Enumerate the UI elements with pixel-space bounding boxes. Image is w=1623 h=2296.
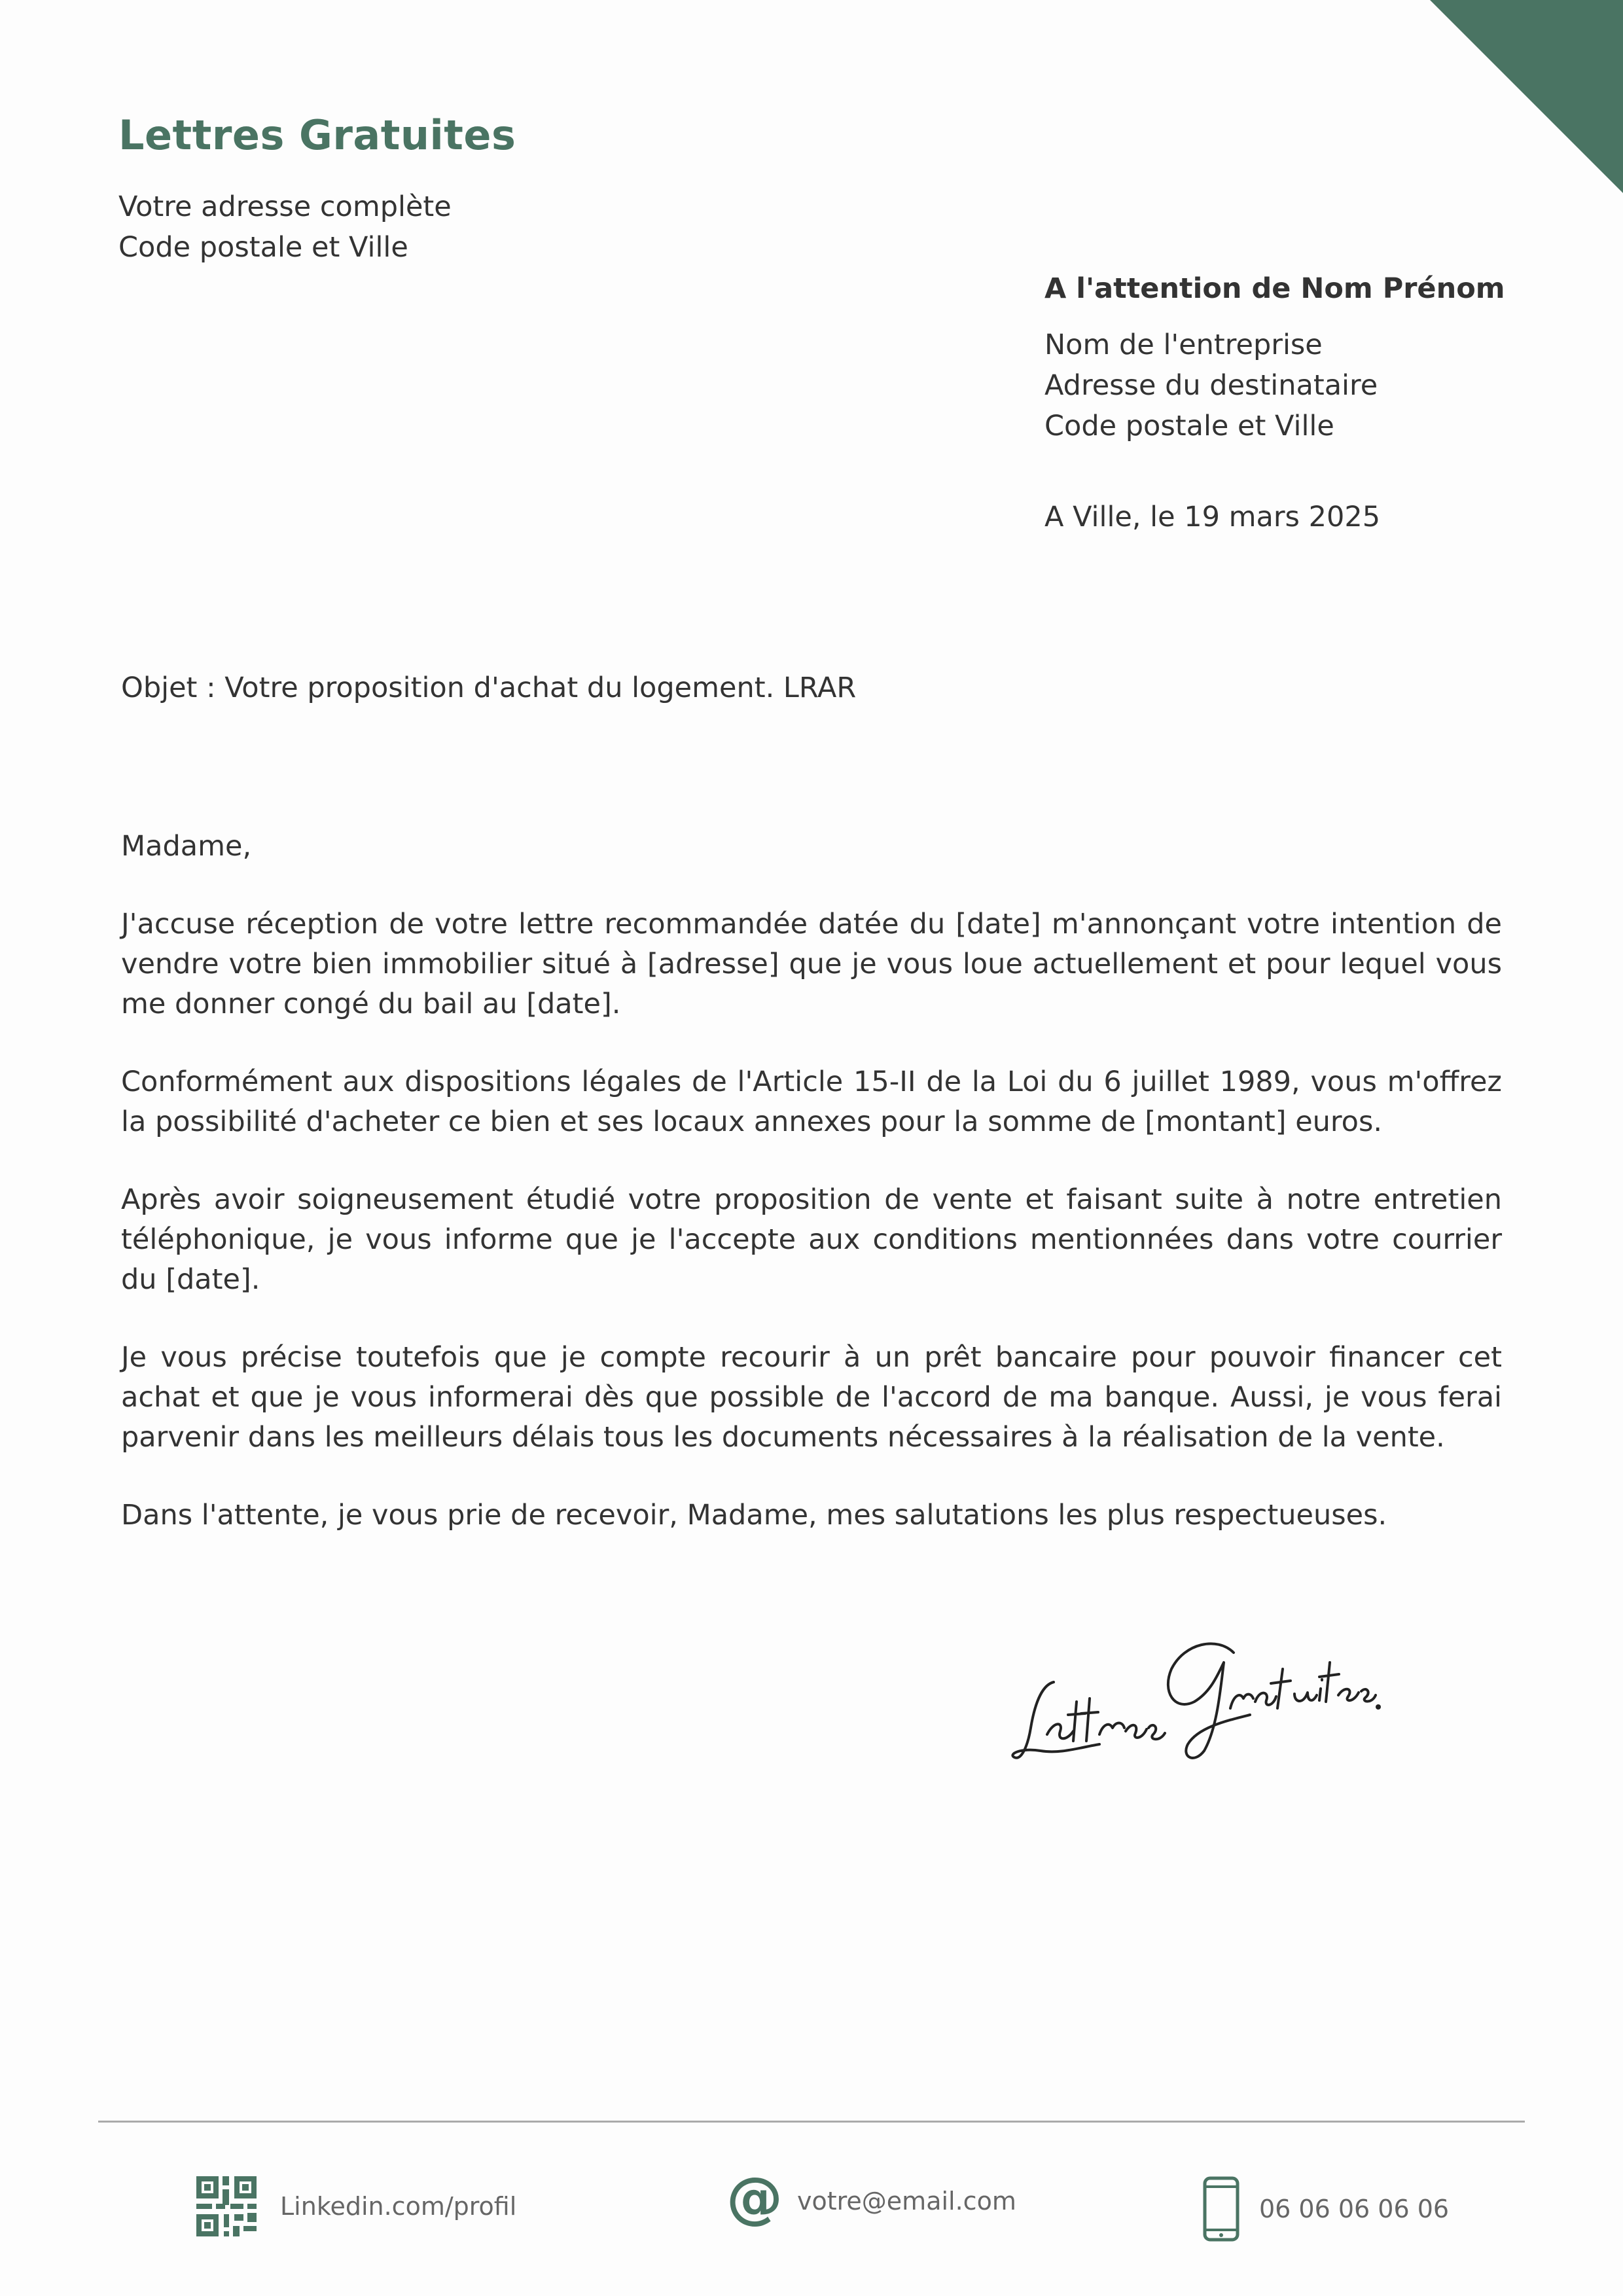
recipient-city: Code postale et Ville	[1044, 410, 1334, 442]
recipient-attention: A l'attention de Nom Prénom	[1044, 272, 1505, 305]
sender-address	[118, 187, 452, 268]
body-paragraph-1: J'accuse réception de votre lettre recommandée datée du [date] m'annonçant votre intention de vendre votre bien immobilier situé à [adresse] que je vous loue actuellement et pour lequel vous me donner congé du bail au [date].	[121, 908, 1502, 1020]
sender-address-line2: Code postale et Ville	[118, 231, 408, 264]
letter-date: A Ville, le 19 mars 2025	[1044, 501, 1381, 533]
linkedin-text[interactable]: Linkedin.com/profil	[280, 2192, 517, 2221]
footer-email	[726, 2165, 1016, 2231]
recipient-company: Nom de l'entreprise	[1044, 329, 1323, 361]
body-paragraph-2: Conformément aux dispositions légales de l'Article 15-II de la Loi du 6 juillet 1989, vous m'offrez la possibilité d'acheter ce bien et ses locaux annexes pour la somme de [montant] euros.	[121, 1066, 1502, 1138]
recipient-block	[1044, 268, 1505, 446]
footer-linkedin	[196, 2176, 516, 2236]
email-text[interactable]: votre@email.com	[797, 2187, 1016, 2215]
signature	[1008, 1623, 1381, 1774]
letter-subject: Objet : Votre proposition d'achat du logement. LRAR	[121, 672, 857, 704]
body-paragraph-3: Après avoir soigneusement étudié votre proposition de vente et faisant suite à notre entretien téléphonique, je vous informe que je l'accepte aux conditions mentionnées dans votre courrier du [date].	[121, 1183, 1502, 1296]
footer-divider	[98, 2121, 1525, 2123]
recipient-address: Adresse du destinataire	[1044, 369, 1378, 402]
sender-address-line1: Votre adresse complète	[118, 190, 452, 223]
footer-phone	[1203, 2176, 1449, 2242]
phone-icon	[1203, 2176, 1240, 2242]
at-sign-icon: @	[726, 2165, 783, 2231]
corner-decoration	[1430, 0, 1623, 193]
body-paragraph-4: Je vous précise toutefois que je compte recourir à un prêt bancaire pour pouvoir financer cet achat et que je vous informerai dès que possible de l'accord de ma banque. Aussi, je vous ferai parvenir dans les meilleurs délais tous les documents nécessaires à la réalisation de la vente.	[121, 1341, 1502, 1454]
closing-paragraph: Dans l'attente, je vous prie de recevoir, Madame, mes salutations les plus respectueuses.	[121, 1499, 1387, 1532]
phone-text[interactable]: 06 06 06 06 06	[1259, 2195, 1450, 2223]
qr-code-icon	[196, 2176, 257, 2236]
brand-title: Lettres Gratuites	[118, 111, 516, 159]
letter-body	[121, 827, 1502, 1573]
greeting: Madame,	[121, 830, 252, 863]
